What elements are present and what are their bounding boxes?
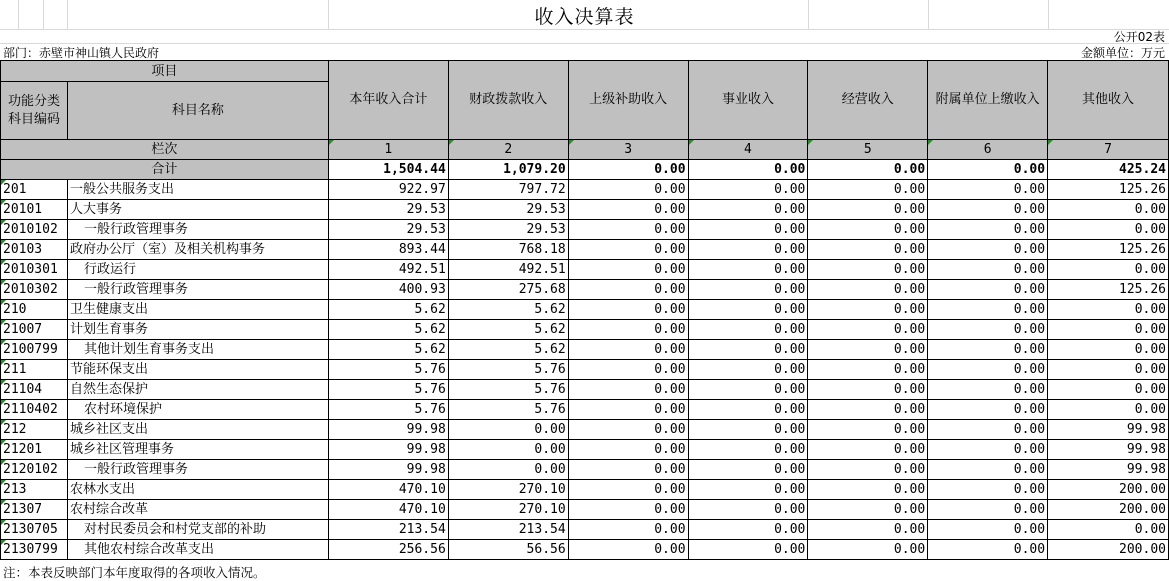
seq-5: 5	[808, 140, 928, 160]
subject-name: 其他农村综合改革支出	[67, 540, 328, 560]
amount-cell: 492.51	[448, 260, 568, 280]
amount-cell: 0.00	[688, 320, 808, 340]
subject-code: 2010302	[1, 280, 68, 300]
amount-cell: 200.00	[1048, 500, 1169, 520]
header-col-2: 财政拨款收入	[448, 61, 568, 140]
amount-cell: 0.00	[568, 340, 688, 360]
amount-cell: 0.00	[808, 280, 928, 300]
amount-cell: 0.00	[1048, 380, 1169, 400]
amount-cell: 56.56	[448, 540, 568, 560]
subject-code: 2130799	[1, 540, 68, 560]
seq-7: 7	[1048, 140, 1169, 160]
table-row	[1, 340, 1169, 360]
amount-cell: 0.00	[568, 180, 688, 200]
subject-name: 农村环境保护	[67, 400, 328, 420]
amount-cell: 0.00	[568, 540, 688, 560]
unit-label: 金额单位：万元	[1080, 46, 1165, 60]
subject-name: 一般行政管理事务	[67, 460, 328, 480]
subject-name: 农林水支出	[67, 480, 328, 500]
header-col-7: 其他收入	[1048, 61, 1169, 140]
table-row	[1, 520, 1169, 540]
amount-cell: 5.76	[448, 380, 568, 400]
amount-cell: 0.00	[568, 280, 688, 300]
amount-cell: 0.00	[808, 220, 928, 240]
seq-2: 2	[448, 140, 568, 160]
amount-cell: 0.00	[688, 420, 808, 440]
subject-name: 城乡社区支出	[67, 420, 328, 440]
amount-cell: 0.00	[808, 500, 928, 520]
amount-cell: 5.62	[448, 340, 568, 360]
amount-cell: 5.76	[448, 400, 568, 420]
subject-name: 卫生健康支出	[67, 300, 328, 320]
amount-cell: 0.00	[928, 240, 1048, 260]
subject-name: 行政运行	[67, 260, 328, 280]
amount-cell: 0.00	[688, 280, 808, 300]
amount-cell: 797.72	[448, 180, 568, 200]
amount-cell: 0.00	[808, 200, 928, 220]
seq-1: 1	[328, 140, 448, 160]
total-value: 0.00	[688, 160, 808, 180]
subject-code: 21007	[1, 320, 68, 340]
subject-code: 21104	[1, 380, 68, 400]
subject-code: 2130705	[1, 520, 68, 540]
amount-cell: 0.00	[808, 380, 928, 400]
amount-cell: 0.00	[568, 200, 688, 220]
table-row	[1, 180, 1169, 200]
income-report-table	[0, 60, 1169, 560]
amount-cell: 0.00	[568, 480, 688, 500]
amount-cell: 0.00	[808, 520, 928, 540]
header-col-1: 本年收入合计	[328, 61, 448, 140]
amount-cell: 0.00	[1048, 520, 1169, 540]
amount-cell: 0.00	[688, 360, 808, 380]
total-value: 1,079.20	[448, 160, 568, 180]
total-label: 合计	[1, 160, 329, 180]
table-row	[1, 260, 1169, 280]
total-value: 0.00	[928, 160, 1048, 180]
amount-cell: 400.93	[328, 280, 448, 300]
amount-cell: 0.00	[808, 420, 928, 440]
amount-cell: 0.00	[568, 400, 688, 420]
amount-cell: 0.00	[1048, 320, 1169, 340]
amount-cell: 125.26	[1048, 180, 1169, 200]
amount-cell: 0.00	[928, 220, 1048, 240]
table-row	[1, 440, 1169, 460]
table-row	[1, 400, 1169, 420]
amount-cell: 0.00	[928, 480, 1048, 500]
amount-cell: 0.00	[568, 220, 688, 240]
subject-name: 政府办公厅（室）及相关机构事务	[67, 240, 328, 260]
amount-cell: 0.00	[808, 320, 928, 340]
table-row	[1, 380, 1169, 400]
subject-name: 节能环保支出	[67, 360, 328, 380]
amount-cell: 99.98	[328, 420, 448, 440]
amount-cell: 0.00	[688, 540, 808, 560]
amount-cell: 99.98	[1048, 460, 1169, 480]
amount-cell: 0.00	[1048, 340, 1169, 360]
amount-cell: 0.00	[688, 340, 808, 360]
amount-cell: 0.00	[1048, 400, 1169, 420]
amount-cell: 5.62	[448, 320, 568, 340]
amount-cell: 125.26	[1048, 240, 1169, 260]
amount-cell: 0.00	[568, 440, 688, 460]
subject-code: 201	[1, 180, 68, 200]
amount-cell: 0.00	[568, 500, 688, 520]
amount-cell: 0.00	[928, 340, 1048, 360]
amount-cell: 0.00	[928, 360, 1048, 380]
amount-cell: 270.10	[448, 480, 568, 500]
total-value: 0.00	[808, 160, 928, 180]
total-value: 425.24	[1048, 160, 1169, 180]
amount-cell: 125.26	[1048, 280, 1169, 300]
subject-code: 20103	[1, 240, 68, 260]
amount-cell: 0.00	[928, 380, 1048, 400]
amount-cell: 5.62	[328, 300, 448, 320]
seq-3: 3	[568, 140, 688, 160]
table-row	[1, 300, 1169, 320]
amount-cell: 492.51	[328, 260, 448, 280]
amount-cell: 0.00	[568, 520, 688, 540]
seq-6: 6	[928, 140, 1048, 160]
header-seq-label: 栏次	[1, 140, 329, 160]
department-label: 部门：赤壁市神山镇人民政府	[3, 46, 160, 60]
amount-cell: 0.00	[568, 260, 688, 280]
amount-cell: 0.00	[928, 520, 1048, 540]
subject-code: 20101	[1, 200, 68, 220]
amount-cell: 213.54	[448, 520, 568, 540]
amount-cell: 5.76	[448, 360, 568, 380]
amount-cell: 0.00	[688, 220, 808, 240]
amount-cell: 0.00	[1048, 220, 1169, 240]
subject-code: 21201	[1, 440, 68, 460]
amount-cell: 0.00	[928, 280, 1048, 300]
subject-name: 一般行政管理事务	[67, 220, 328, 240]
amount-cell: 0.00	[1048, 260, 1169, 280]
amount-cell: 0.00	[688, 500, 808, 520]
amount-cell: 29.53	[328, 200, 448, 220]
amount-cell: 0.00	[568, 380, 688, 400]
table-row	[1, 360, 1169, 380]
table-row	[1, 500, 1169, 520]
amount-cell: 0.00	[808, 480, 928, 500]
subject-name: 农村综合改革	[67, 500, 328, 520]
amount-cell: 5.76	[328, 400, 448, 420]
header-project: 项目	[1, 61, 329, 82]
table-row	[1, 220, 1169, 240]
amount-cell: 0.00	[808, 540, 928, 560]
amount-cell: 0.00	[688, 300, 808, 320]
amount-cell: 200.00	[1048, 540, 1169, 560]
amount-cell: 99.98	[328, 440, 448, 460]
subject-name: 其他计划生育事务支出	[67, 340, 328, 360]
amount-cell: 0.00	[808, 360, 928, 380]
amount-cell: 0.00	[568, 300, 688, 320]
amount-cell: 5.62	[328, 340, 448, 360]
amount-cell: 0.00	[808, 180, 928, 200]
footnote: 注：本表反映部门本年度取得的各项收入情况。	[3, 565, 266, 580]
amount-cell: 0.00	[808, 400, 928, 420]
amount-cell: 99.98	[1048, 440, 1169, 460]
amount-cell: 99.98	[328, 460, 448, 480]
subject-code: 210	[1, 300, 68, 320]
amount-cell: 0.00	[808, 260, 928, 280]
subject-code: 2100799	[1, 340, 68, 360]
amount-cell: 0.00	[1048, 200, 1169, 220]
amount-cell: 275.68	[448, 280, 568, 300]
total-value: 1,504.44	[328, 160, 448, 180]
amount-cell: 470.10	[328, 500, 448, 520]
amount-cell: 0.00	[928, 460, 1048, 480]
amount-cell: 470.10	[328, 480, 448, 500]
amount-cell: 0.00	[688, 520, 808, 540]
amount-cell: 0.00	[808, 300, 928, 320]
amount-cell: 893.44	[328, 240, 448, 260]
amount-cell: 256.56	[328, 540, 448, 560]
amount-cell: 99.98	[1048, 420, 1169, 440]
subject-code: 2110402	[1, 400, 68, 420]
subject-code: 21307	[1, 500, 68, 520]
subject-code: 2120102	[1, 460, 68, 480]
amount-cell: 0.00	[928, 180, 1048, 200]
amount-cell: 0.00	[928, 300, 1048, 320]
amount-cell: 0.00	[568, 360, 688, 380]
amount-cell: 0.00	[928, 400, 1048, 420]
table-row	[1, 420, 1169, 440]
amount-cell: 0.00	[688, 240, 808, 260]
amount-cell: 0.00	[1048, 300, 1169, 320]
amount-cell: 768.18	[448, 240, 568, 260]
amount-cell: 5.76	[328, 360, 448, 380]
amount-cell: 0.00	[928, 440, 1048, 460]
header-col-5: 经营收入	[808, 61, 928, 140]
amount-cell: 0.00	[568, 320, 688, 340]
table-row	[1, 480, 1169, 500]
amount-cell: 0.00	[568, 240, 688, 260]
amount-cell: 0.00	[688, 480, 808, 500]
subject-name: 人大事务	[67, 200, 328, 220]
amount-cell: 0.00	[568, 420, 688, 440]
header-subject-name: 科目名称	[67, 82, 328, 140]
amount-cell: 0.00	[688, 460, 808, 480]
amount-cell: 0.00	[928, 260, 1048, 280]
table-row	[1, 460, 1169, 480]
amount-cell: 0.00	[1048, 360, 1169, 380]
amount-cell: 29.53	[448, 220, 568, 240]
amount-cell: 0.00	[448, 440, 568, 460]
table-row	[1, 200, 1169, 220]
amount-cell: 0.00	[448, 420, 568, 440]
subject-name: 城乡社区管理事务	[67, 440, 328, 460]
table-row	[1, 320, 1169, 340]
amount-cell: 0.00	[928, 420, 1048, 440]
header-col-3: 上级补助收入	[568, 61, 688, 140]
amount-cell: 200.00	[1048, 480, 1169, 500]
subject-name: 自然生态保护	[67, 380, 328, 400]
amount-cell: 0.00	[928, 540, 1048, 560]
amount-cell: 0.00	[808, 240, 928, 260]
amount-cell: 5.62	[328, 320, 448, 340]
amount-cell: 0.00	[808, 460, 928, 480]
subject-name: 一般公共服务支出	[67, 180, 328, 200]
header-col-6: 附属单位上缴收入	[928, 61, 1048, 140]
amount-cell: 922.97	[328, 180, 448, 200]
amount-cell: 213.54	[328, 520, 448, 540]
amount-cell: 29.53	[328, 220, 448, 240]
subject-name: 对村民委员会和村党支部的补助	[67, 520, 328, 540]
amount-cell: 29.53	[448, 200, 568, 220]
subject-code: 2010102	[1, 220, 68, 240]
subject-code: 213	[1, 480, 68, 500]
subject-code: 212	[1, 420, 68, 440]
table-number: 公开02表	[1113, 30, 1165, 44]
amount-cell: 0.00	[688, 260, 808, 280]
amount-cell: 270.10	[448, 500, 568, 520]
subject-code: 2010301	[1, 260, 68, 280]
header-col-4: 事业收入	[688, 61, 808, 140]
amount-cell: 5.62	[448, 300, 568, 320]
table-row	[1, 240, 1169, 260]
header-func-code: 功能分类科目编码	[1, 82, 68, 140]
amount-cell: 0.00	[448, 460, 568, 480]
amount-cell: 0.00	[568, 460, 688, 480]
seq-4: 4	[688, 140, 808, 160]
amount-cell: 0.00	[928, 200, 1048, 220]
subject-name: 一般行政管理事务	[67, 280, 328, 300]
total-value: 0.00	[568, 160, 688, 180]
amount-cell: 0.00	[808, 340, 928, 360]
amount-cell: 0.00	[688, 180, 808, 200]
amount-cell: 5.76	[328, 380, 448, 400]
amount-cell: 0.00	[688, 400, 808, 420]
amount-cell: 0.00	[688, 440, 808, 460]
table-row	[1, 540, 1169, 560]
amount-cell: 0.00	[928, 500, 1048, 520]
subject-code: 211	[1, 360, 68, 380]
amount-cell: 0.00	[928, 320, 1048, 340]
page-title: 收入决算表	[534, 6, 635, 28]
subject-name: 计划生育事务	[67, 320, 328, 340]
table-row	[1, 280, 1169, 300]
amount-cell: 0.00	[688, 200, 808, 220]
amount-cell: 0.00	[688, 380, 808, 400]
amount-cell: 0.00	[808, 440, 928, 460]
